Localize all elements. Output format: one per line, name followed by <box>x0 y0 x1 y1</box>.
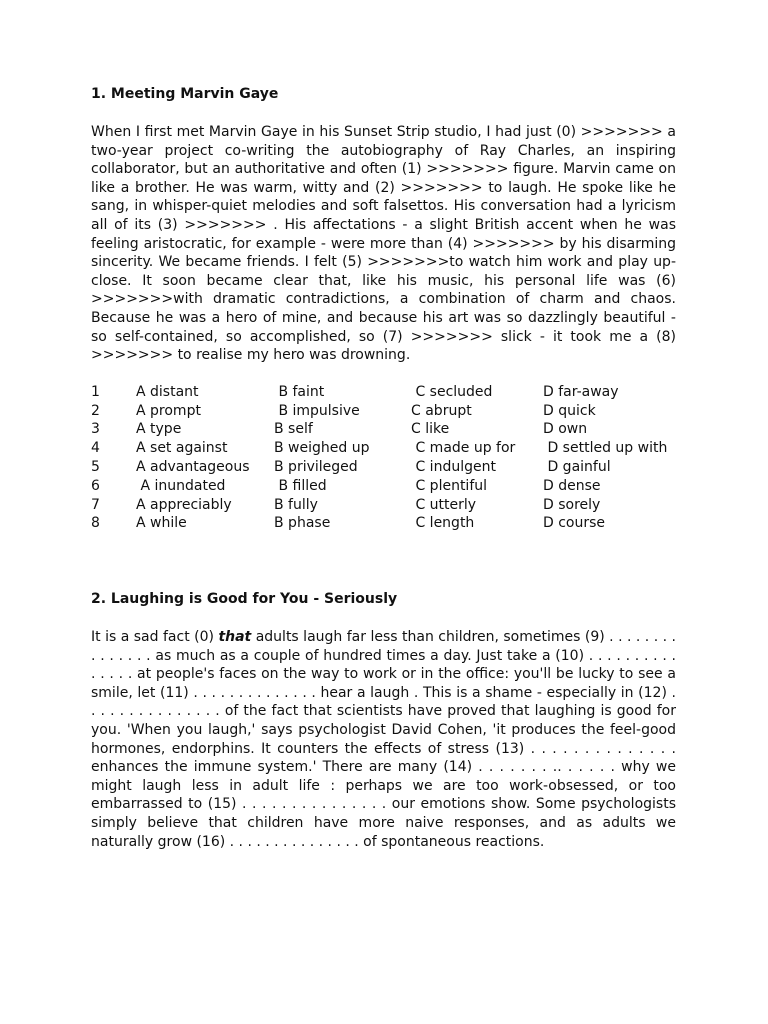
question-number: 1 <box>91 383 100 400</box>
option-row <box>91 383 676 402</box>
option-a: A type <box>136 421 182 438</box>
option-row <box>91 514 676 533</box>
question-number: 4 <box>91 440 100 457</box>
document-page <box>91 84 676 851</box>
option-row <box>91 402 676 421</box>
section-2-text-start: It is a sad fact (0) <box>91 629 219 646</box>
option-c: C like <box>411 421 450 438</box>
option-c: C abrupt <box>411 402 472 419</box>
example-answer: that <box>218 629 252 646</box>
option-c: C indulgent <box>411 458 496 475</box>
option-d: D course <box>543 515 606 532</box>
option-d: D settled up with <box>543 440 668 457</box>
option-a: A inundated <box>136 477 226 494</box>
option-a: A appreciably <box>136 496 232 513</box>
option-a: A set against <box>136 440 228 457</box>
option-d: D own <box>543 421 588 438</box>
option-c: C plentiful <box>411 477 488 494</box>
option-row <box>91 439 676 458</box>
section-2-paragraph <box>91 628 676 851</box>
question-number: 8 <box>91 515 100 532</box>
section-2-title: 2. Laughing is Good for You - Seriously <box>91 591 398 608</box>
option-d: D far-away <box>543 383 619 400</box>
section-1-paragraph: When I first met Marvin Gaye in his Sunset Strip studio, I had just (0) >>>>>>> a two-year project co-writing the autobiography of Ray Charles, an inspiring collaborator, but an authoritative and often (1) >>>>>>> figure. Marvin came on like a brother. He was warm, witty and (2) >>>>>>> to laugh. He spoke like he sang, in whisper-quiet melodies and soft falsettos. His conversation had a lyricism all of its (3) >>>>>>> . His affectations - a slight British accent when he was feeling aristocratic, for example - were more than (4) >>>>>>> by his disarming sincerity. We became friends. I felt (5) >>>>>>>to watch him work and play up-close. It soon became clear that, like his music, his personal life was (6) >>>>>>>with dramatic contradictions, a combination of charm and chaos. Because he was a hero of mine, and because his art was so dazzlingly beautiful - so self-contained, so accomplished, so (7) >>>>>>> slick - it took me a (8) >>>>>>> to realise my hero was drowning. <box>91 124 676 364</box>
question-number: 2 <box>91 402 100 419</box>
option-b: B weighed up <box>274 440 370 457</box>
option-a: A prompt <box>136 402 201 419</box>
option-d: D sorely <box>543 496 601 513</box>
question-number: 3 <box>91 421 100 438</box>
option-c: C utterly <box>411 496 477 513</box>
option-b: B self <box>274 421 313 438</box>
option-b: B privileged <box>274 458 358 475</box>
question-number: 6 <box>91 477 100 494</box>
option-b: B fully <box>274 496 318 513</box>
option-a: A advantageous <box>136 458 250 475</box>
section-2-text-rest: adults laugh far less than children, sometimes (9) . . . . . . . . . . . . . . . as much as a couple of hundred times a day. Just take a (10) . . . . . . . . . . . . . . . at people's faces on the way to work or in the office: you'll be lucky to see a smile, let (11) . . . . . . . . . . . . . . hear a laugh . This is a shame - especially in (12) . . . . . . . . . . . . . . . of the fact that scientists have proved that laughing is good for you. 'When you laugh,' says psychologist David Cohen, 'it produces the feel-good hormones, endorphins. It counters the effects of stress (13) . . . . . . . . . . . . . . enhances the immune system.' There are many (14) . . . . . . . .. . . . . . why we might laugh less in adult life : perhaps we are too work-obsessed, or too embarrassed to (15) . . . . . . . . . . . . . . . our emotions show. Some psychologists simply believe that children have more naive responses, and as adults we naturally grow (16) . . . . . . . . . . . . . . . of spontaneous reactions. <box>91 629 676 850</box>
option-row <box>91 420 676 439</box>
option-b: B impulsive <box>274 402 360 419</box>
option-c: C secluded <box>411 383 493 400</box>
option-d: D quick <box>543 402 596 419</box>
option-c: C made up for <box>411 440 516 457</box>
option-a: A while <box>136 515 187 532</box>
option-d: D gainful <box>543 458 611 475</box>
option-a: A distant <box>136 383 199 400</box>
option-b: B filled <box>274 477 327 494</box>
answer-options-table <box>91 383 676 533</box>
option-b: B phase <box>274 515 331 532</box>
option-row <box>91 458 676 477</box>
option-b: B faint <box>274 383 325 400</box>
option-row <box>91 477 676 496</box>
option-c: C length <box>411 515 475 532</box>
option-d: D dense <box>543 477 601 494</box>
question-number: 7 <box>91 496 100 513</box>
section-spacer <box>91 533 676 589</box>
question-number: 5 <box>91 458 100 475</box>
section-1-title: 1. Meeting Marvin Gaye <box>91 86 279 102</box>
option-row <box>91 496 676 515</box>
